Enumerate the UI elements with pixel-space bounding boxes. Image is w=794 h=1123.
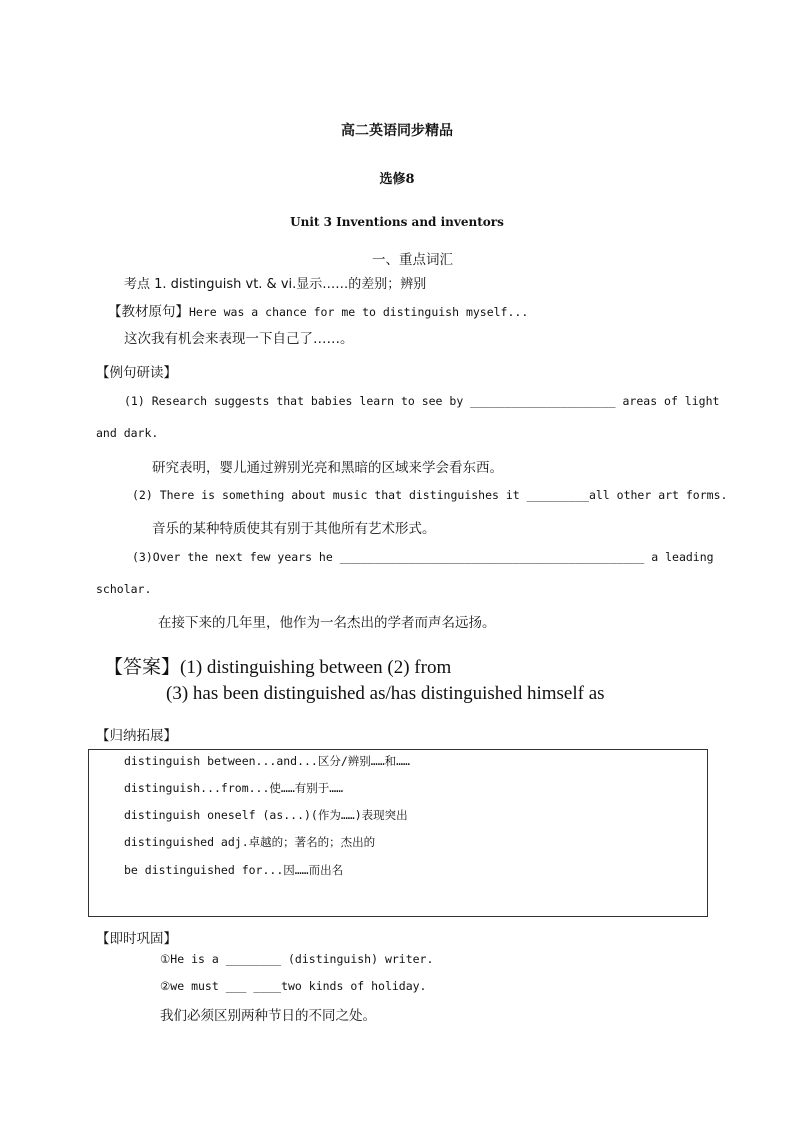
doc-title: 高二英语同步精品 xyxy=(341,123,453,139)
source-sentence xyxy=(108,300,528,320)
doc-subtitle: 选修8 xyxy=(379,172,415,187)
practice-question-2: ②we must ___ ____two kinds of holiday. xyxy=(160,979,427,993)
example-2-translation: 音乐的某种特质使其有别于其他所有艺术形式。 xyxy=(152,521,436,537)
source-translation: 这次我有机会来表现一下自己了……。 xyxy=(124,331,354,347)
practice-heading: 【即时巩固】 xyxy=(96,931,177,947)
example-1-line-1: (1) Research suggests that babies learn to see by _____________________ areas of light xyxy=(124,394,720,408)
example-3-line-1: (3)Over the next few years he ____________________________________________ a leading xyxy=(132,550,714,564)
example-1-translation: 研究表明，婴儿通过辨别光亮和黑暗的区域来学会看东西。 xyxy=(152,460,503,476)
source-text: Here was a chance for me to distinguish myself... xyxy=(189,305,529,319)
example-2: (2) There is something about music that distinguishes it _________all other art forms. xyxy=(132,488,728,502)
example-1-line-2: and dark. xyxy=(96,426,159,440)
summary-item: distinguished adj.卓越的；著名的；杰出的 xyxy=(124,835,376,849)
summary-item: distinguish between...and...区分/辨别……和…… xyxy=(124,754,410,768)
practice-question-2-translation: 我们必须区别两种节日的不同之处。 xyxy=(160,1008,376,1024)
answer-line-2: (3) has been distinguished as/has distinguished himself as xyxy=(166,683,605,704)
summary-heading: 【归纳拓展】 xyxy=(96,728,177,744)
examples-heading: 【例句研读】 xyxy=(96,365,177,381)
answer-line-1: 【答案】(1) distinguishing between (2) from xyxy=(104,657,452,678)
section-heading: 一、重点词汇 xyxy=(372,252,453,268)
summary-box xyxy=(88,749,708,917)
unit-title: Unit 3 Inventions and inventors xyxy=(290,215,504,229)
summary-item: distinguish...from...使……有别于…… xyxy=(124,781,344,795)
source-label: 【教材原句】 xyxy=(108,304,189,320)
example-3-translation: 在接下来的几年里，他作为一名杰出的学者而声名远扬。 xyxy=(158,615,496,631)
practice-question-1: ①He is a ________ (distinguish) writer. xyxy=(160,952,434,966)
summary-item: be distinguished for...因……而出名 xyxy=(124,863,344,877)
point-line: 考点 1. distinguish vt. & vi.显示……的差别；辨别 xyxy=(124,277,427,292)
example-3-line-2: scholar. xyxy=(96,582,152,596)
summary-item: distinguish oneself (as...)(作为……)表现突出 xyxy=(124,808,408,822)
